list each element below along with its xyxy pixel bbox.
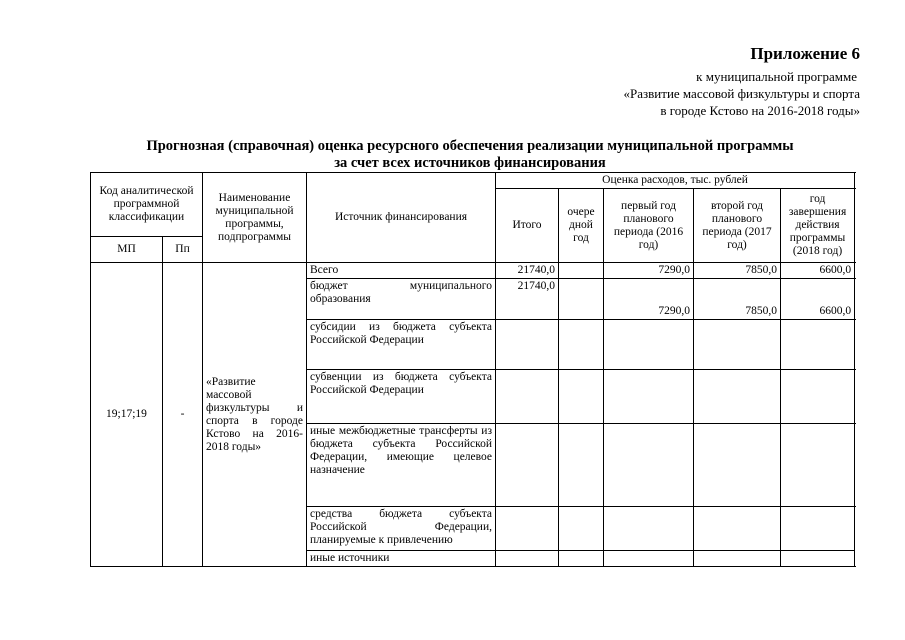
current-year-cell bbox=[559, 263, 604, 279]
source-cell: Всего bbox=[307, 263, 496, 279]
y2018-cell bbox=[781, 320, 855, 370]
current-year-cell bbox=[559, 507, 604, 551]
program-name-cell: «Развитие массовой физкультуры и спорта в городе Кстово на 2016-2018 годы» bbox=[203, 263, 307, 567]
pp-code-cell: - bbox=[163, 263, 203, 567]
y2016-cell bbox=[604, 370, 694, 424]
y2017-cell: 7850,0 bbox=[694, 279, 781, 320]
y2018-cell: 6600,0 bbox=[781, 263, 855, 279]
y2016-cell: 7290,0 bbox=[604, 279, 694, 320]
current-year-cell bbox=[559, 424, 604, 507]
total-cell bbox=[496, 551, 559, 567]
total-cell bbox=[496, 370, 559, 424]
y2017-cell bbox=[694, 507, 781, 551]
y2017-cell bbox=[694, 424, 781, 507]
header-first-plan-year: первый год планового периода (2016 год) bbox=[604, 189, 694, 263]
header-expense-estimate: Оценка расходов, тыс. рублей bbox=[496, 173, 855, 189]
header-current-year: очере дной год bbox=[559, 189, 604, 263]
current-year-cell bbox=[559, 279, 604, 320]
current-year-cell bbox=[559, 320, 604, 370]
total-cell: 21740,0 bbox=[496, 263, 559, 279]
header-mp: МП bbox=[91, 237, 163, 263]
header-code-classification: Код аналитической программной классификации bbox=[91, 173, 203, 237]
header-total: Итого bbox=[496, 189, 559, 263]
y2017-cell bbox=[694, 551, 781, 567]
table-row bbox=[91, 263, 855, 279]
source-cell: субвенции из бюджета субъекта Российской Федерации bbox=[307, 370, 496, 424]
total-cell: 21740,0 bbox=[496, 279, 559, 320]
source-cell: иные источники bbox=[307, 551, 496, 567]
y2018-cell: 6600,0 bbox=[781, 279, 855, 320]
document-title-line-2: за счет всех источников финансирования bbox=[334, 155, 606, 171]
document-title-line-1: Прогнозная (справочная) оценка ресурсного обеспечения реализации муниципальной программы bbox=[146, 138, 794, 154]
appendix-subtitle-line-1: к муниципальной программе bbox=[696, 69, 857, 84]
source-cell: бюджет муниципального образования bbox=[307, 279, 496, 320]
appendix-title: Приложение 6 bbox=[750, 44, 860, 63]
total-cell bbox=[496, 320, 559, 370]
appendix-subtitle-line-3: в городе Кстово на 2016-2018 годы» bbox=[660, 103, 860, 118]
total-cell bbox=[496, 507, 559, 551]
y2017-cell bbox=[694, 320, 781, 370]
source-cell: субсидии из бюджета субъекта Российской Федерации bbox=[307, 320, 496, 370]
mp-code-cell: 19;17;19 bbox=[91, 263, 163, 567]
header-pp: Пп bbox=[163, 237, 203, 263]
document-title bbox=[90, 138, 850, 172]
header-final-year: год завершения действия программы (2018 год) bbox=[781, 189, 855, 263]
y2018-cell bbox=[781, 507, 855, 551]
header-program-name: Наименование муниципальной программы, подпрограммы bbox=[203, 173, 307, 263]
source-cell: иные межбюджетные трансферты из бюджета субъекта Российской Федерации, имеющие целевое назначение bbox=[307, 424, 496, 507]
header-funding-source: Источник финансирования bbox=[307, 173, 496, 263]
current-year-cell bbox=[559, 551, 604, 567]
total-cell bbox=[496, 424, 559, 507]
current-year-cell bbox=[559, 370, 604, 424]
y2016-cell bbox=[604, 320, 694, 370]
source-cell: средства бюджета субъекта Российской Федерации, планируемые к привлечению bbox=[307, 507, 496, 551]
y2016-cell bbox=[604, 551, 694, 567]
y2016-cell bbox=[604, 424, 694, 507]
header-second-plan-year: второй год планового периода (2017 год) bbox=[694, 189, 781, 263]
y2016-cell bbox=[604, 507, 694, 551]
y2017-cell: 7850,0 bbox=[694, 263, 781, 279]
y2018-cell bbox=[781, 551, 855, 567]
y2017-cell bbox=[694, 370, 781, 424]
y2016-cell: 7290,0 bbox=[604, 263, 694, 279]
y2018-cell bbox=[781, 370, 855, 424]
resource-table bbox=[90, 172, 855, 567]
y2018-cell bbox=[781, 424, 855, 507]
appendix-subtitle-line-2: «Развитие массовой физкультуры и спорта bbox=[623, 86, 860, 101]
